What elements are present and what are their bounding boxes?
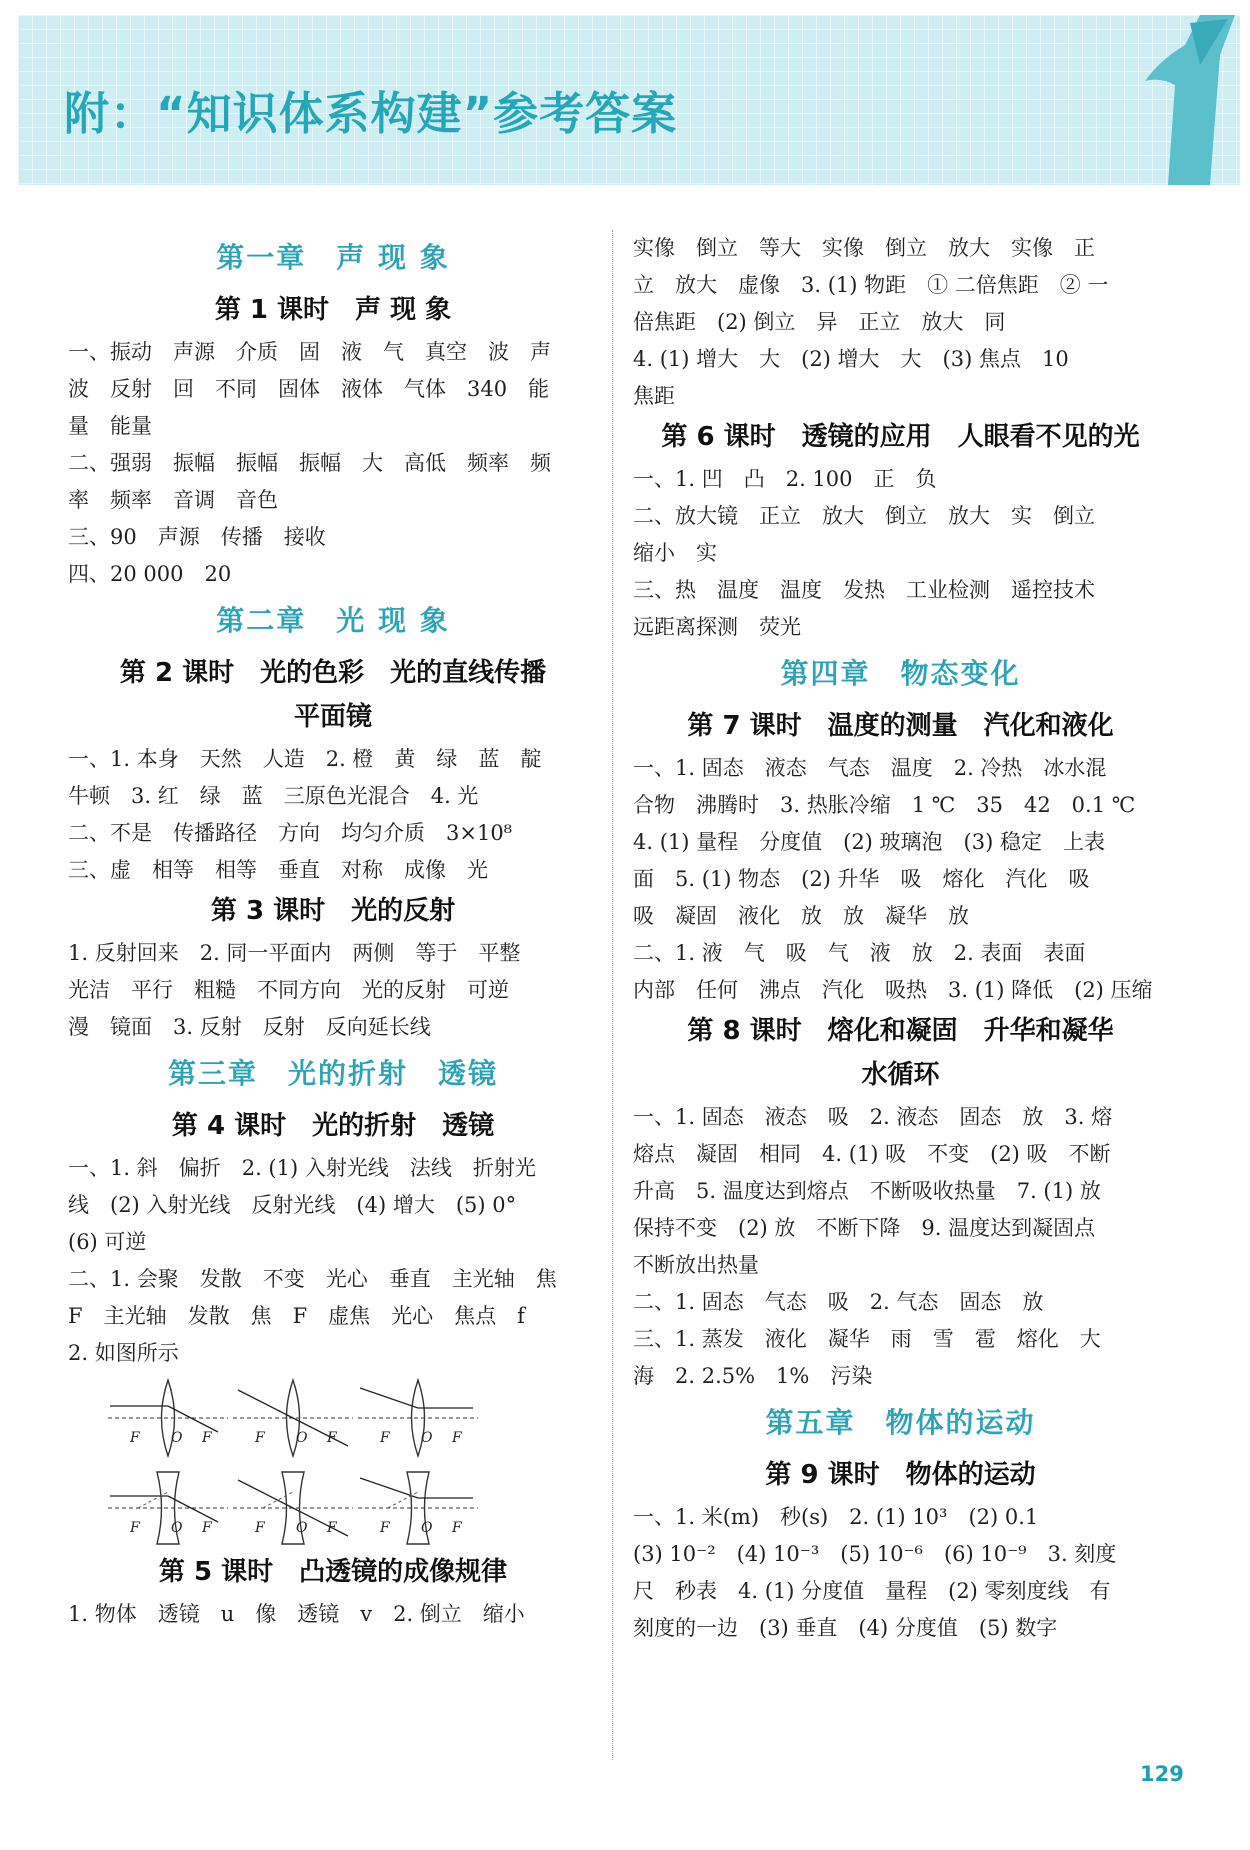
answer-line: 一、1. 固态 液态 吸 2. 液态 固态 放 3. 熔 [633, 1105, 1113, 1129]
lesson-heading: 水循环 [861, 1060, 940, 1090]
answer-line: 量 能量 [68, 414, 152, 438]
lesson-heading: 第 2 课时 光的色彩 光的直线传播 [119, 658, 547, 688]
focus-label: F [130, 1430, 140, 1446]
lesson-heading: 第 1 课时 声 现 象 [214, 295, 452, 325]
answer-line: 三、虚 相等 相等 垂直 对称 成像 光 [68, 858, 488, 882]
lesson-heading: 第 4 课时 光的折射 透镜 [171, 1111, 495, 1141]
answer-line: 率 频率 音调 音色 [68, 488, 278, 512]
chapter-heading: 第四章 物态变化 [780, 657, 1021, 690]
optical-center-label: O [171, 1430, 183, 1446]
lesson-heading: 第 6 课时 透镜的应用 人眼看不见的光 [661, 422, 1140, 452]
lesson-heading: 第 9 课时 物体的运动 [765, 1460, 1036, 1490]
virtual-ray [388, 1492, 418, 1508]
diagram-figure [68, 1376, 598, 1550]
answer-line: 漫 镜面 3. 反射 反射 反向延长线 [68, 1015, 431, 1039]
chapter-heading: 第三章 光的折射 透镜 [167, 1057, 498, 1090]
lesson-heading: 第 5 课时 凸透镜的成像规律 [158, 1557, 508, 1587]
focus-label: F [202, 1430, 212, 1446]
answer-line: 立 放大 虚像 3. (1) 物距 ① 二倍焦距 ② 一 [633, 273, 1109, 297]
answer-line: 不断放出热量 [633, 1253, 759, 1277]
answer-line: 合物 沸腾时 3. 热胀冷缩 1 ℃ 35 42 0.1 ℃ [633, 793, 1136, 817]
lesson-heading: 平面镜 [293, 702, 372, 732]
answer-line: 缩小 实 [633, 541, 717, 565]
answer-line: F 主光轴 发散 焦 F 虚焦 光心 焦点 f [68, 1304, 525, 1328]
answer-line: 熔点 凝固 相同 4. (1) 吸 不变 (2) 吸 不断 [633, 1142, 1111, 1166]
answer-line: 2. 如图所示 [68, 1341, 179, 1365]
answer-line: 焦距 [633, 384, 675, 408]
answer-line: 4. (1) 量程 分度值 (2) 玻璃泡 (3) 稳定 上表 [633, 830, 1105, 854]
focus-label: F [380, 1520, 390, 1536]
answer-line: 线 (2) 入射光线 反射光线 (4) 增大 (5) 0° [68, 1193, 517, 1217]
optical-center-label: O [171, 1520, 183, 1536]
chapter-heading: 第一章 声 现 象 [216, 241, 450, 274]
light-ray [360, 1388, 418, 1408]
lens-ray-diagrams [68, 1376, 488, 1546]
answer-line: 一、1. 固态 液态 气态 温度 2. 冷热 冰水混 [633, 756, 1107, 780]
answer-line: 一、振动 声源 介质 固 液 气 真空 波 声 [68, 340, 551, 364]
answer-line: 一、1. 凹 凸 2. 100 正 负 [633, 467, 937, 491]
answer-line: 1. 反射回来 2. 同一平面内 两侧 等于 平整 [68, 941, 521, 965]
answer-line: 四、20 000 20 [68, 562, 232, 586]
answer-line: 二、1. 固态 气态 吸 2. 气态 固态 放 [633, 1290, 1044, 1314]
chapter-heading: 第五章 物体的运动 [765, 1406, 1036, 1439]
focus-label: F [202, 1520, 212, 1536]
lesson-heading: 第 3 课时 光的反射 [210, 896, 456, 926]
answer-line: 面 5. (1) 物态 (2) 升华 吸 熔化 汽化 吸 [633, 867, 1090, 891]
focus-label: F [327, 1430, 337, 1446]
answer-line: 二、1. 液 气 吸 气 液 放 2. 表面 表面 [633, 941, 1086, 965]
focus-label: F [327, 1520, 337, 1536]
focus-label: F [452, 1520, 462, 1536]
header-banner [18, 15, 1240, 185]
answer-line: 远距离探测 荧光 [633, 615, 801, 639]
answer-line: 海 2. 2.5% 1% 污染 [633, 1364, 873, 1388]
virtual-ray [138, 1492, 168, 1508]
answer-line: 二、不是 传播路径 方向 均匀介质 3×10⁸ [68, 821, 513, 845]
answer-line: 刻度的一边 (3) 垂直 (4) 分度值 (5) 数字 [633, 1616, 1058, 1640]
optical-center-label: O [421, 1430, 433, 1446]
answer-line: 二、强弱 振幅 振幅 振幅 大 高低 频率 频 [68, 451, 551, 475]
answer-line: 二、放大镜 正立 放大 倒立 放大 实 倒立 [633, 504, 1095, 528]
answer-line: 一、1. 本身 天然 人造 2. 橙 黄 绿 蓝 靛 [68, 747, 542, 771]
answer-line: 三、热 温度 温度 发热 工业检测 遥控技术 [633, 578, 1095, 602]
answer-line: 保持不变 (2) 放 不断下降 9. 温度达到凝固点 [633, 1216, 1096, 1240]
page-title: 附：“知识体系构建”参考答案 [64, 87, 678, 140]
optical-center-label: O [421, 1520, 433, 1536]
number-one-decoration [1050, 15, 1240, 185]
optical-center-label: O [296, 1520, 308, 1536]
answer-line: (6) 可逆 [68, 1230, 147, 1254]
answer-line: 4. (1) 增大 大 (2) 增大 大 (3) 焦点 10 [633, 347, 1069, 371]
answer-line: 倍焦距 (2) 倒立 异 正立 放大 同 [633, 310, 1006, 334]
optical-center-label: O [296, 1430, 308, 1446]
left-column [68, 230, 598, 1633]
answer-line: 一、1. 米(m) 秒(s) 2. (1) 10³ (2) 0.1 [633, 1505, 1039, 1529]
right-column [633, 230, 1168, 1647]
focus-label: F [380, 1430, 390, 1446]
answer-line: 二、1. 会聚 发散 不变 光心 垂直 主光轴 焦 [68, 1267, 557, 1291]
answer-line: 牛顿 3. 红 绿 蓝 三原色光混合 4. 光 [68, 784, 479, 808]
light-ray [168, 1406, 218, 1432]
answer-line: 1. 物体 透镜 u 像 透镜 v 2. 倒立 缩小 [68, 1602, 525, 1626]
focus-label: F [255, 1520, 265, 1536]
answer-line: 内部 任何 沸点 汽化 吸热 3. (1) 降低 (2) 压缩 [633, 978, 1153, 1002]
answer-line: 升高 5. 温度达到熔点 不断吸收热量 7. (1) 放 [633, 1179, 1101, 1203]
focus-label: F [130, 1520, 140, 1536]
focus-label: F [255, 1430, 265, 1446]
answer-line: 波 反射 回 不同 固体 液体 气体 340 能 [68, 377, 550, 401]
answer-line: 三、90 声源 传播 接收 [68, 525, 326, 549]
answer-line: 一、1. 斜 偏折 2. (1) 入射光线 法线 折射光 [68, 1156, 536, 1180]
answer-line: 实像 倒立 等大 实像 倒立 放大 实像 正 [633, 236, 1095, 260]
chapter-heading: 第二章 光 现 象 [216, 604, 450, 637]
answer-line: 三、1. 蒸发 液化 凝华 雨 雪 雹 熔化 大 [633, 1327, 1101, 1351]
lesson-heading: 第 7 课时 温度的测量 汽化和液化 [687, 711, 1114, 741]
lesson-heading: 第 8 课时 熔化和凝固 升华和凝华 [687, 1016, 1114, 1046]
column-divider [612, 230, 613, 1760]
page-number: 129 [1140, 1762, 1184, 1786]
focus-label: F [452, 1430, 462, 1446]
answer-line: 光洁 平行 粗糙 不同方向 光的反射 可逆 [68, 978, 509, 1002]
answer-line: 吸 凝固 液化 放 放 凝华 放 [633, 904, 969, 928]
answer-line: (3) 10⁻² (4) 10⁻³ (5) 10⁻⁶ (6) 10⁻⁹ 3. 刻度 [633, 1542, 1117, 1566]
answer-line: 尺 秒表 4. (1) 分度值 量程 (2) 零刻度线 有 [633, 1579, 1111, 1603]
